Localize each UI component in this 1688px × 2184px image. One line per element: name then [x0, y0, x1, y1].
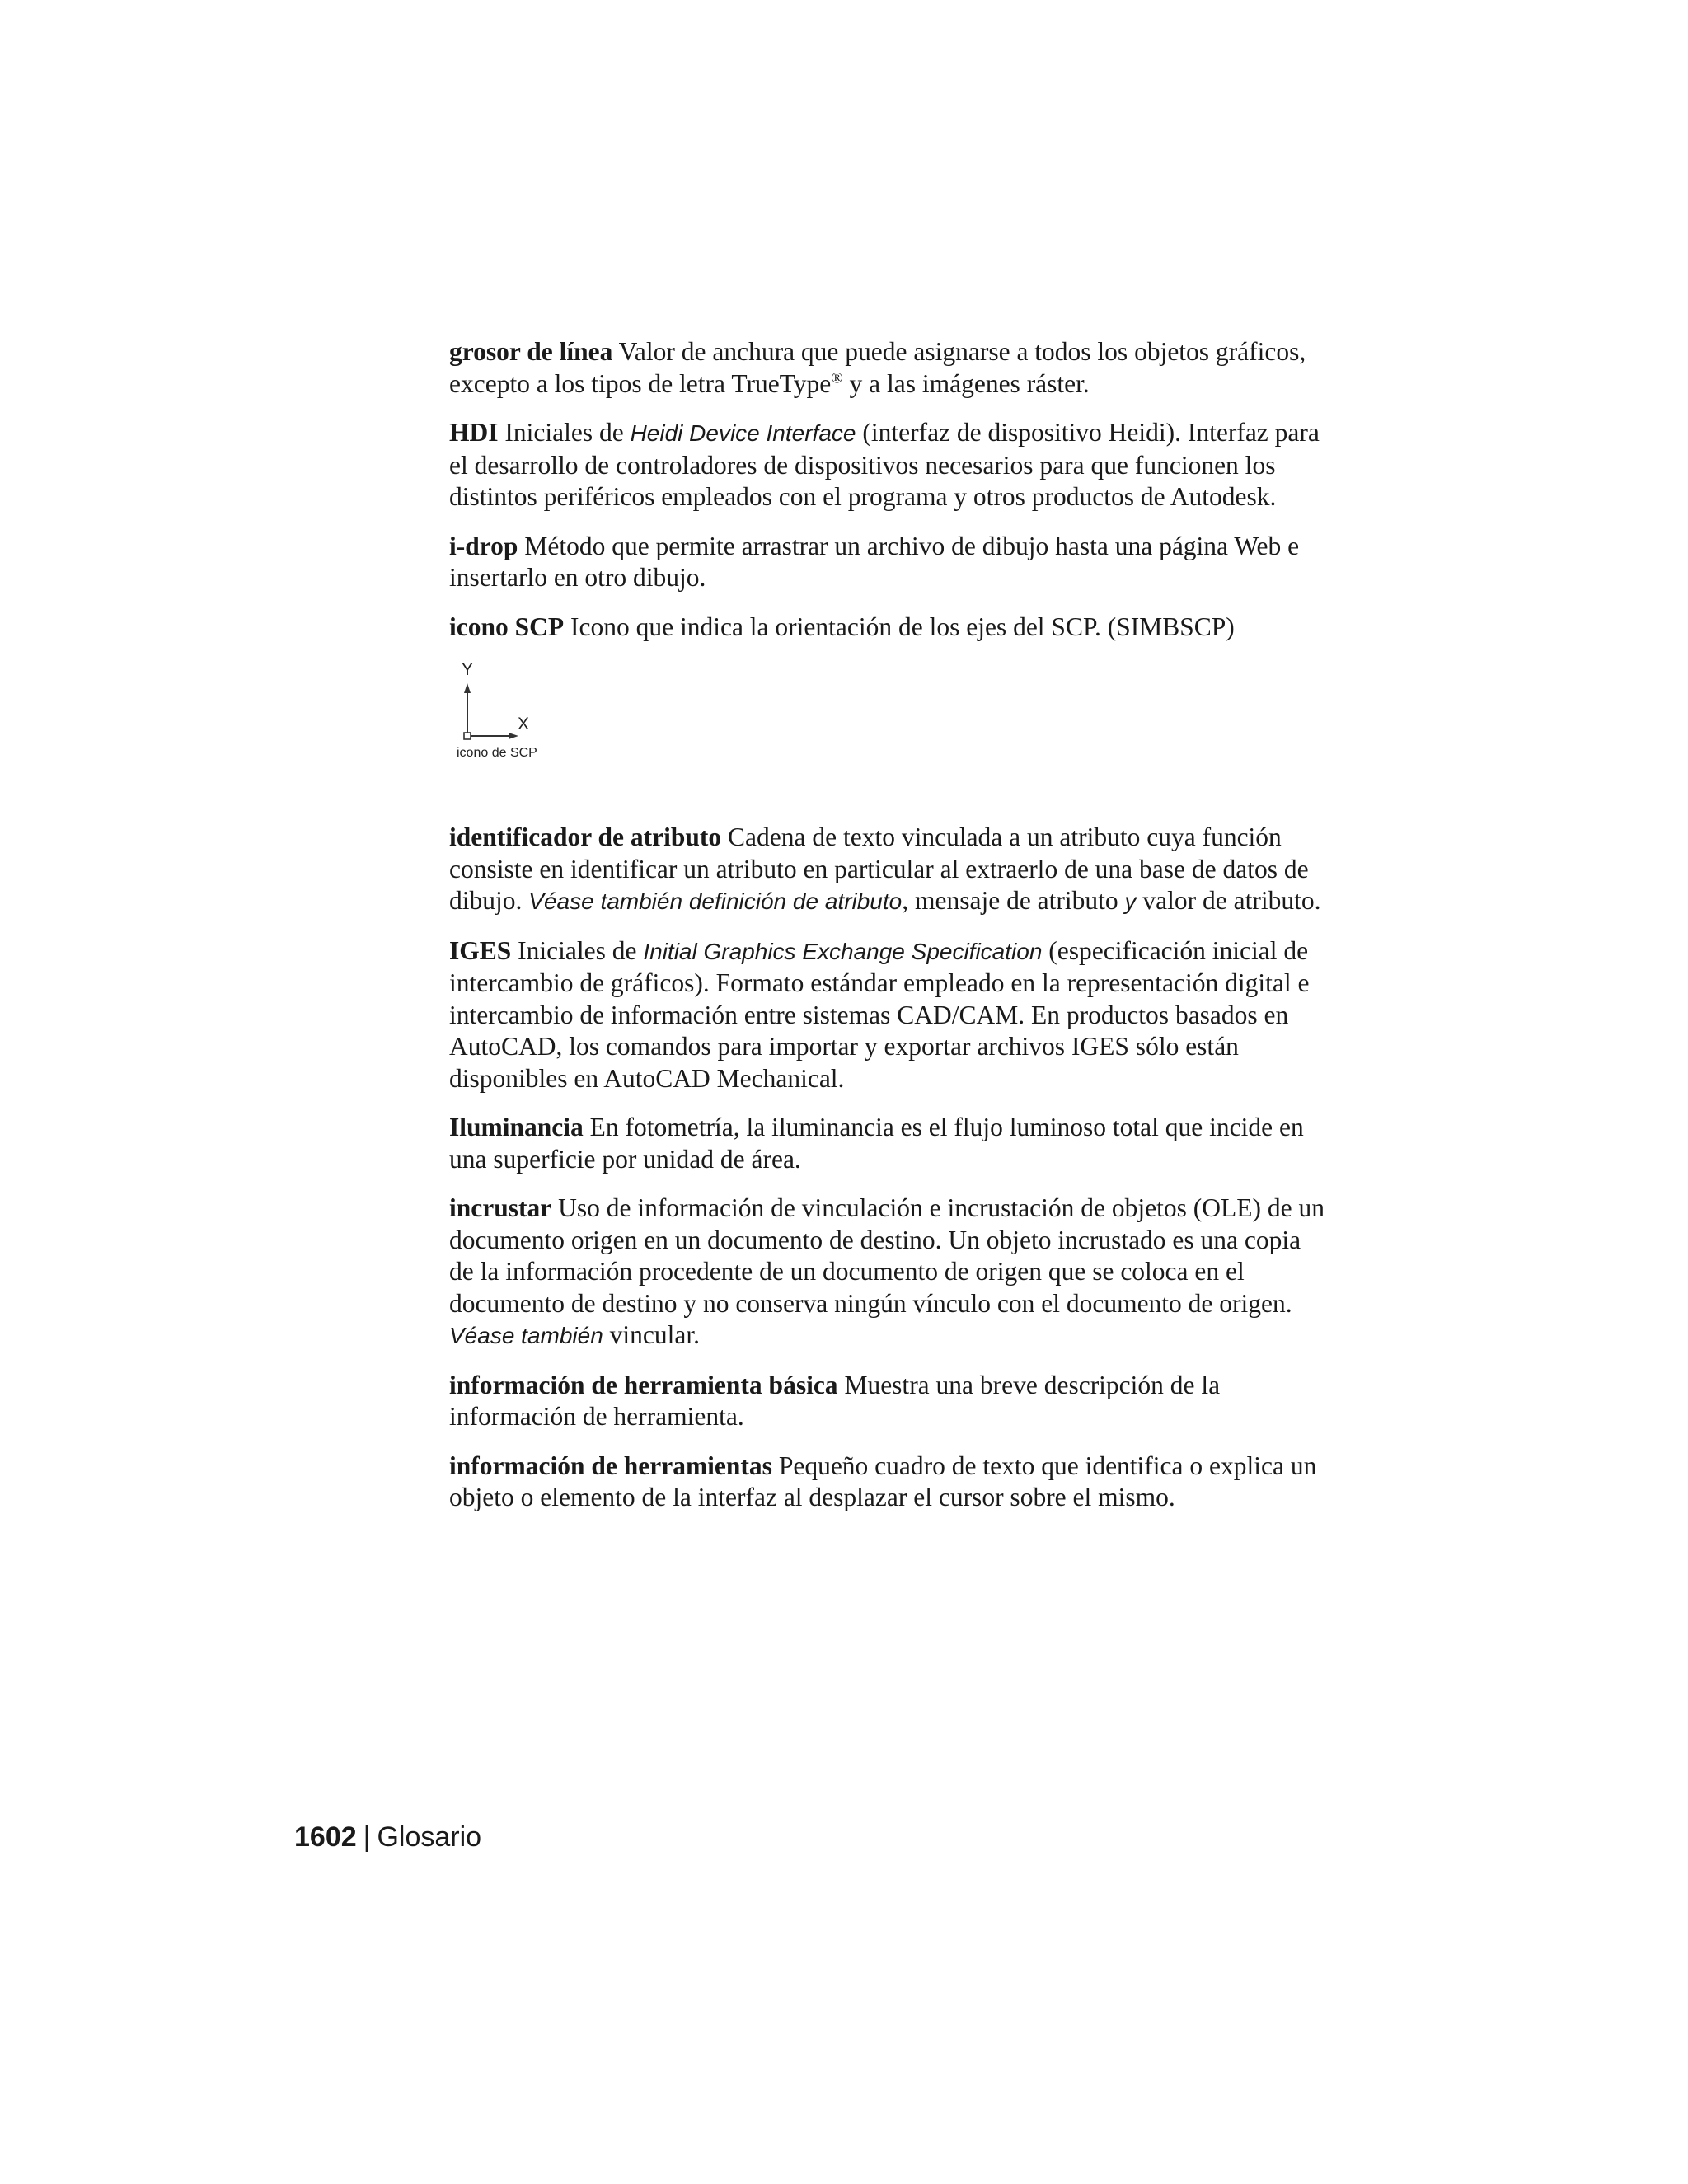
figure-caption: icono de SCP [457, 746, 537, 760]
entry-text: Iniciales de [498, 418, 631, 447]
entry-text: (especificación inicial de intercambio de gráficos). Formato estándar empleado en la representación digital e intercambio de información entre sistemas CAD/CAM. En productos basados en AutoCAD, los comandos para importar y exportar archivos IGES sólo están disponibles en AutoCAD Mechanical. [449, 935, 1310, 1093]
y-axis-label: Y [462, 660, 474, 679]
glossary-entry-incrustar [449, 1193, 1327, 1352]
entry-text: , mensaje de atributo [902, 886, 1125, 915]
entry-term: información de herramienta básica [449, 1370, 838, 1399]
x-axis-label: X [518, 715, 530, 733]
entry-text: Muestra una breve descripción de la información de herramienta. [449, 1370, 1221, 1431]
glossary-entry-hdi [449, 417, 1327, 513]
entry-term: i-drop [449, 531, 518, 560]
entry-term: incrustar [449, 1193, 552, 1222]
entry-term: HDI [449, 418, 499, 447]
entry-text: Icono que indica la orientación de los ejes del SCP. (SIMBSCP) [564, 612, 1235, 641]
glossary-entry-identificador-de-atributo [449, 822, 1327, 918]
glossary-column [449, 336, 1327, 1531]
entry-text: Valor de anchura que puede asignarse a todos los objetos gráficos, excepto a los tipos de letra TrueType [449, 337, 1306, 398]
entry-emphasis: Véase también [449, 1323, 603, 1348]
entry-emphasis: Initial Graphics Exchange Specification [643, 938, 1043, 964]
glossary-entry-grosor-de-linea [449, 336, 1327, 400]
registered-mark: ® [831, 369, 843, 387]
entry-text: (interfaz de dispositivo Heidi). Interfaz para el desarrollo de controladores de dispositivos necesarios para que funcionen los distintos periféricos empleados con el programa y otros productos de Autodesk. [449, 418, 1320, 511]
ucs-icon-figure [449, 660, 565, 776]
entry-text: valor de atributo. [1136, 886, 1321, 915]
entry-emphasis: y [1124, 888, 1137, 914]
entry-term: Iluminancia [449, 1113, 584, 1141]
entry-term: IGES [449, 935, 512, 965]
entry-emphasis: Véase también definición de atributo [528, 888, 903, 914]
glossary-entry-informacion-de-herramienta-basica [449, 1370, 1327, 1433]
entry-text: Uso de información de vinculación e incrustación de objetos (OLE) de un documento origen en un documento de destino. Un objeto incrustado es una copia de la información procedente de un documento de origen que se coloca en el documento de destino y no conserva ningún vínculo con el documento de origen. [449, 1193, 1325, 1318]
glossary-entry-icono-scp [449, 612, 1327, 644]
glossary-entry-iges [449, 935, 1327, 1095]
entry-text: Método que permite arrastrar un archivo de dibujo hasta una página Web e insertarlo en otro dibujo. [449, 531, 1300, 592]
glossary-entry-informacion-de-herramientas [449, 1451, 1327, 1514]
entry-text: vincular. [603, 1320, 701, 1349]
section-name: Glosario [377, 1821, 482, 1853]
entry-text: En fotometría, la iluminancia es el flujo luminoso total que incide en una superficie por unidad de área. [449, 1113, 1304, 1174]
glossary-entry-iluminancia [449, 1112, 1327, 1175]
entry-text: Cadena de texto vinculada a un atributo cuya función consiste en identificar un atributo en particular al extraerlo de una base de datos de dibujo. [449, 823, 1309, 915]
entry-term: información de herramientas [449, 1451, 772, 1480]
entry-text: Pequeño cuadro de texto que identifica o explica un objeto o elemento de la interfaz al desplazar el cursor sobre el mismo. [449, 1451, 1317, 1511]
entry-text: y a las imágenes ráster. [842, 368, 1090, 398]
page-number: 1602 [294, 1821, 357, 1853]
footer-separator: | [363, 1821, 371, 1853]
entry-term: identificador de atributo [449, 823, 722, 851]
entry-term: grosor de línea [449, 337, 613, 366]
glossary-entry-i-drop [449, 531, 1327, 594]
entry-term: icono SCP [449, 612, 565, 641]
page-footer [294, 1821, 481, 1854]
entry-emphasis: Heidi Device Interface [630, 420, 856, 446]
entry-text: Iniciales de [511, 935, 644, 965]
